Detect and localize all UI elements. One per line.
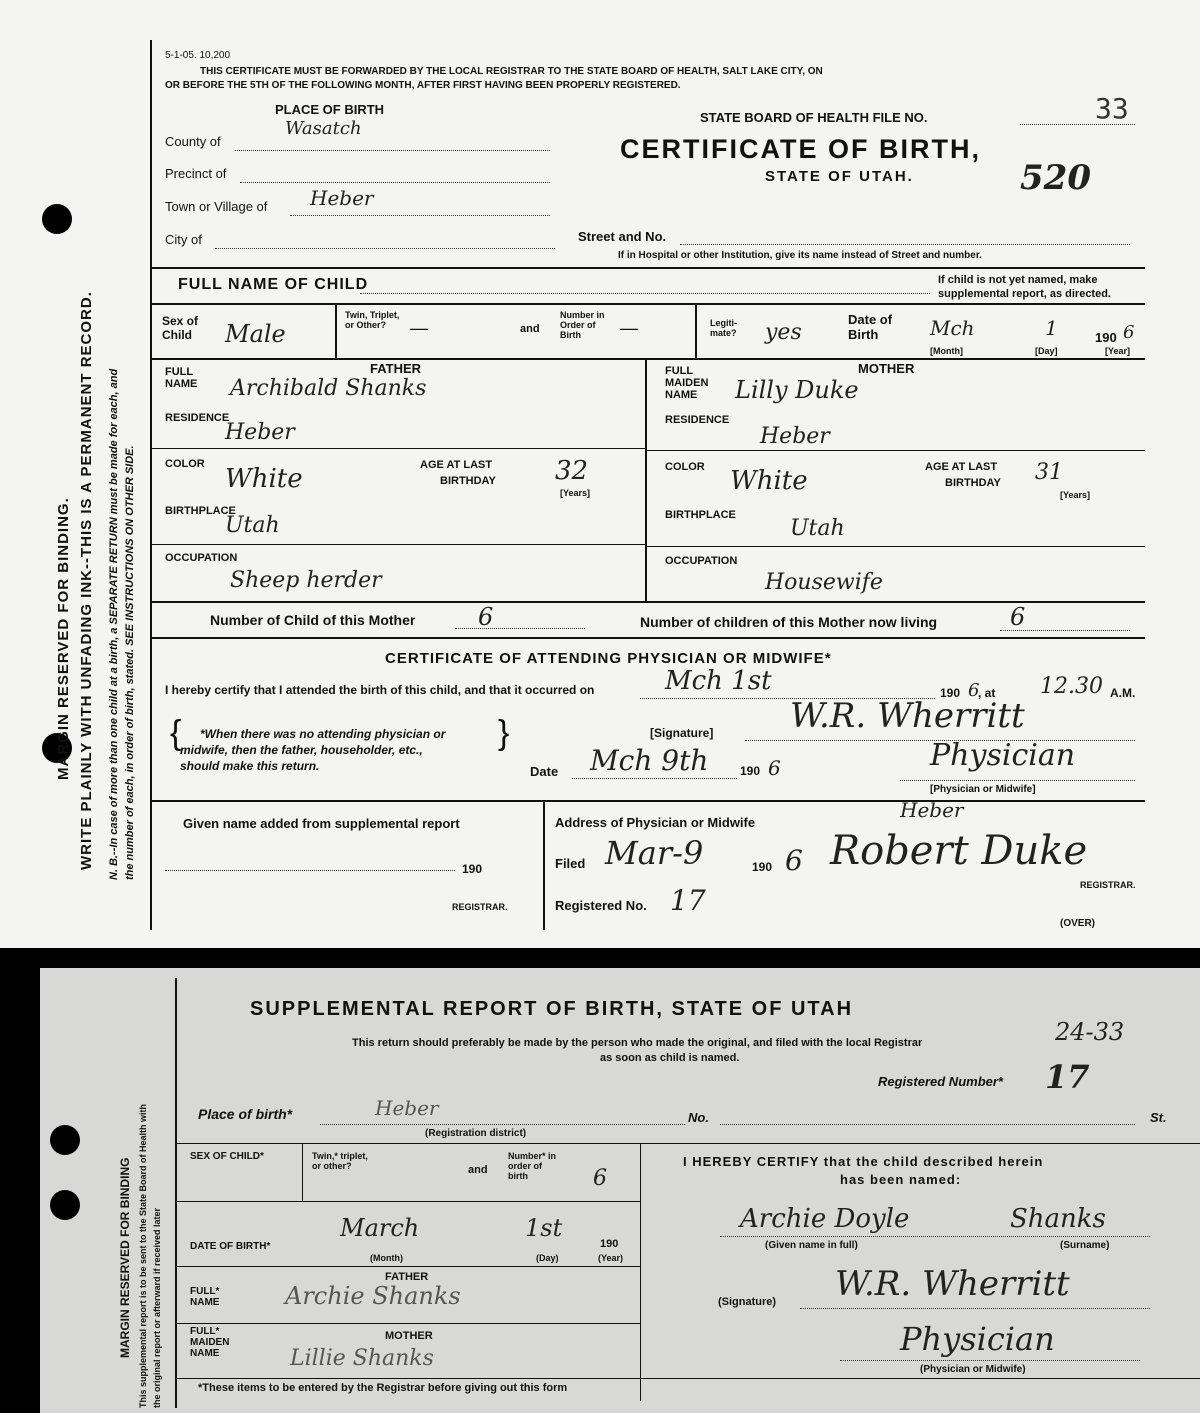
supplemental-year: 190 bbox=[462, 862, 483, 876]
living-label: Number of children of this Mother now living bbox=[640, 614, 938, 630]
supp-street-line bbox=[720, 1124, 1135, 1125]
registered-value: 17 bbox=[670, 884, 706, 917]
mother-name: Lilly Duke bbox=[735, 376, 859, 404]
registrar-label: REGISTRAR. bbox=[1080, 880, 1136, 890]
supp-mother-label: FULL* MAIDEN NAME bbox=[190, 1326, 230, 1359]
father-birthday-label: BIRTHDAY bbox=[440, 475, 496, 487]
twin-label: Twin, Triplet, or Other? bbox=[345, 310, 400, 330]
certificate-title: CERTIFICATE OF BIRTH, bbox=[620, 134, 981, 164]
filed-date: Mar-9 bbox=[605, 834, 704, 872]
note-line-2: midwife, then the father, householder, etc., bbox=[180, 743, 423, 757]
dob-day: 1 bbox=[1045, 316, 1058, 340]
supp-father-label: FULL* NAME bbox=[190, 1286, 220, 1308]
full-name-label: FULL NAME OF CHILD bbox=[178, 276, 369, 293]
mother-occupation: Housewife bbox=[765, 570, 883, 595]
day-caption: [Day] bbox=[1035, 346, 1058, 356]
note-line-1: *When there was no attending physician or bbox=[200, 727, 446, 741]
birth-time: 12.30 bbox=[1040, 674, 1103, 699]
supp-physician-line bbox=[840, 1360, 1140, 1361]
mother-age-label: AGE AT LAST bbox=[925, 461, 998, 473]
father-name: Archibald Shanks bbox=[230, 376, 427, 401]
place-of-birth-heading: PLACE OF BIRTH bbox=[275, 102, 385, 117]
file-no-label: STATE BOARD OF HEALTH FILE NO. bbox=[700, 110, 928, 125]
child-number-line bbox=[455, 628, 585, 629]
supp-reg-number: 17 bbox=[1045, 1058, 1090, 1096]
mother-age: 31 bbox=[1035, 460, 1063, 485]
supp-number-label: Number* in order of birth bbox=[508, 1151, 557, 1181]
address-value: Heber bbox=[900, 798, 964, 822]
physician-title-line bbox=[900, 780, 1135, 781]
twin-value: — bbox=[410, 318, 428, 338]
signature-label: [Signature] bbox=[650, 726, 714, 740]
nb-line-1: N. B.--In case of more than one child at a birth, a SEPARATE RETURN must be made for each, and bbox=[108, 368, 120, 880]
supp-intro-1: This return should preferably be made by the person who made the original, and filed with the local Registrar bbox=[352, 1037, 923, 1049]
order-value: — bbox=[620, 318, 638, 338]
registered-label: Registered No. bbox=[555, 898, 647, 913]
father-years-caption: [Years] bbox=[560, 488, 591, 498]
precinct-line bbox=[240, 182, 550, 183]
supp-place-value: Heber bbox=[375, 1096, 439, 1120]
father-name-label: FULL NAME bbox=[165, 366, 198, 390]
left-border bbox=[150, 40, 152, 930]
father-heading: FATHER bbox=[370, 361, 422, 376]
full-name-line bbox=[360, 293, 930, 294]
supp-name-line bbox=[720, 1236, 1150, 1237]
supp-year-caption: (Year) bbox=[598, 1253, 624, 1263]
supp-place-label: Place of birth* bbox=[198, 1106, 293, 1122]
sex-value: Male bbox=[225, 320, 286, 348]
mother-years-caption: [Years] bbox=[1060, 490, 1091, 500]
supp-mother-name: Lillie Shanks bbox=[290, 1346, 434, 1371]
supp-father-name: Archie Shanks bbox=[285, 1282, 461, 1310]
supplemental-report bbox=[40, 968, 1200, 1413]
mother-heading: MOTHER bbox=[858, 361, 915, 376]
supp-no-label: No. bbox=[688, 1110, 709, 1125]
mother-occupation-label: OCCUPATION bbox=[665, 555, 738, 567]
supp-surname: Shanks bbox=[1010, 1204, 1106, 1234]
father-residence: Heber bbox=[225, 420, 295, 445]
rule bbox=[175, 1323, 640, 1324]
not-named-note-2: supplemental report, as directed. bbox=[938, 288, 1111, 300]
certify-year-prefix: 190 bbox=[940, 686, 961, 700]
town-line bbox=[290, 215, 550, 216]
supp-mother-heading: MOTHER bbox=[385, 1330, 433, 1342]
father-residence-label: RESIDENCE bbox=[165, 412, 230, 424]
mother-color: White bbox=[730, 466, 808, 496]
rule bbox=[150, 544, 645, 545]
supp-given-name: Archie Doyle bbox=[740, 1204, 910, 1234]
address-label: Address of Physician or Midwife bbox=[555, 815, 756, 830]
binding-hole bbox=[50, 1125, 80, 1155]
supp-dob-day: 1st bbox=[525, 1214, 563, 1242]
dob-month: Mch bbox=[930, 316, 975, 340]
bottom-divider bbox=[543, 800, 545, 930]
supp-twin-label: Twin,* triplet, or other? bbox=[312, 1151, 368, 1171]
form-number: 5-1-05. 10,200 bbox=[165, 50, 231, 61]
county-value: Wasatch bbox=[285, 118, 362, 139]
filed-year: 6 bbox=[785, 844, 803, 877]
physician-caption: [Physician or Midwife] bbox=[930, 784, 1036, 795]
rule bbox=[175, 1266, 640, 1267]
month-caption: [Month] bbox=[930, 346, 963, 356]
binding-hole bbox=[42, 204, 72, 234]
year-caption: [Year] bbox=[1105, 346, 1131, 356]
note-brace-right: } bbox=[498, 714, 510, 752]
supp-surname-caption: (Surname) bbox=[1060, 1240, 1110, 1251]
handwritten-number: 520 bbox=[1020, 158, 1091, 198]
filed-year-prefix: 190 bbox=[752, 860, 773, 874]
child-number-label: Number of Child of this Mother bbox=[210, 612, 416, 628]
certificate-subtitle: STATE OF UTAH. bbox=[765, 168, 914, 185]
over-note: (OVER) bbox=[1060, 918, 1095, 929]
supplemental-label: Given name added from supplemental report bbox=[183, 816, 460, 831]
father-occupation-label: OCCUPATION bbox=[165, 552, 238, 564]
cell-divider bbox=[302, 1143, 303, 1201]
rule bbox=[175, 1378, 1200, 1379]
father-birthplace-label: BIRTHPLACE bbox=[165, 505, 236, 517]
county-label: County of bbox=[165, 134, 221, 149]
supp-dob-label: DATE OF BIRTH* bbox=[190, 1241, 271, 1252]
rule bbox=[150, 267, 1145, 269]
mother-birthplace: Utah bbox=[790, 516, 845, 541]
father-age-label: AGE AT LAST bbox=[420, 459, 493, 471]
supp-physician-caption: (Physician or Midwife) bbox=[920, 1364, 1026, 1375]
supp-footnote: *These items to be entered by the Registrar before giving out this form bbox=[198, 1382, 568, 1394]
father-color-label: COLOR bbox=[165, 458, 205, 470]
sex-label: Sex of Child bbox=[162, 314, 199, 342]
mother-birthday-label: BIRTHDAY bbox=[945, 477, 1001, 489]
supp-signature: W.R. Wherritt bbox=[835, 1264, 1070, 1304]
notice-line-2: OR BEFORE THE 5TH OF THE FOLLOWING MONTH, AFTER FIRST HAVING BEEN PROPERLY REGISTERED. bbox=[165, 80, 681, 91]
filed-label: Filed bbox=[555, 856, 586, 871]
supp-physician: Physician bbox=[900, 1320, 1055, 1358]
certify-year: 6 bbox=[968, 680, 980, 701]
physician-heading: CERTIFICATE OF ATTENDING PHYSICIAN OR MIDWIFE* bbox=[385, 650, 832, 667]
supp-margin-note-2: the original report or afterward if received later bbox=[152, 1207, 162, 1408]
rule bbox=[150, 358, 1145, 360]
legitimate-value: yes bbox=[765, 320, 802, 345]
physician-signature: W.R. Wherritt bbox=[790, 696, 1025, 736]
supp-margin-note-1: This supplemental report is to be sent to the State Board of Health with bbox=[138, 1103, 148, 1408]
order-label: Number in Order of Birth bbox=[560, 310, 605, 340]
supp-reg-number-label: Registered Number* bbox=[878, 1074, 1003, 1089]
date-year: 6 bbox=[768, 756, 781, 780]
supp-hand-number: 24-33 bbox=[1055, 1018, 1125, 1046]
mother-name-label: FULL MAIDEN NAME bbox=[665, 365, 709, 401]
supp-title: SUPPLEMENTAL REPORT OF BIRTH, STATE OF UTAH bbox=[250, 998, 854, 1020]
dob-year-prefix: 190 bbox=[1095, 330, 1117, 345]
rule bbox=[150, 637, 1145, 639]
father-birthplace: Utah bbox=[225, 513, 280, 538]
certify-text: I hereby certify that I attended the birth of this child, and that it occurred on bbox=[165, 683, 595, 697]
margin-ink-notice: WRITE PLAINLY WITH UNFADING INK--THIS IS A PERMANENT RECORD. bbox=[78, 291, 95, 870]
supp-st-label: St. bbox=[1150, 1110, 1167, 1125]
dob-year: 6 bbox=[1123, 322, 1135, 343]
supp-district-caption: (Registration district) bbox=[425, 1128, 527, 1139]
nb-line-2: the number of each, in order of birth, stated. SEE INSTRUCTIONS ON OTHER SIDE. bbox=[124, 445, 136, 880]
supp-margin-binding: MARGIN RESERVED FOR BINDING bbox=[118, 1157, 132, 1358]
precinct-label: Precinct of bbox=[165, 166, 227, 181]
supp-number-value: 6 bbox=[593, 1166, 607, 1191]
county-line bbox=[235, 150, 550, 151]
legitimate-label: Legiti-mate? bbox=[710, 318, 737, 338]
supplemental-registrar: REGISTRAR. bbox=[452, 902, 508, 912]
supp-dob-month: March bbox=[340, 1214, 420, 1242]
rule bbox=[175, 1143, 1200, 1144]
cell-divider bbox=[335, 303, 337, 358]
file-no-value: 33 bbox=[1095, 92, 1129, 125]
am-label: A.M. bbox=[1110, 686, 1136, 700]
mother-residence-label: RESIDENCE bbox=[665, 414, 730, 426]
at-label: , at bbox=[978, 686, 996, 700]
supp-and-label: and bbox=[468, 1164, 488, 1176]
cell-divider bbox=[695, 303, 697, 358]
supp-father-heading: FATHER bbox=[385, 1271, 429, 1283]
supplemental-line bbox=[165, 870, 455, 871]
mother-birthplace-label: BIRTHPLACE bbox=[665, 509, 736, 521]
mother-residence: Heber bbox=[760, 424, 830, 449]
supp-signature-line bbox=[800, 1308, 1150, 1309]
father-occupation: Sheep herder bbox=[230, 568, 382, 593]
date-line bbox=[572, 778, 737, 779]
date-value: Mch 9th bbox=[590, 744, 709, 777]
rule bbox=[150, 800, 1145, 802]
supp-place-line bbox=[320, 1124, 685, 1125]
notice-line-1: THIS CERTIFICATE MUST BE FORWARDED BY THE LOCAL REGISTRAR TO THE STATE BOARD OF HEALTH, SALT LAKE CITY, ON bbox=[200, 66, 823, 77]
margin-binding-notice: MARGIN RESERVED FOR BINDING. bbox=[55, 497, 72, 780]
supp-month-caption: (Month) bbox=[370, 1253, 403, 1263]
supp-divider bbox=[640, 1143, 641, 1401]
date-label: Date bbox=[530, 764, 559, 779]
rule bbox=[175, 1201, 640, 1202]
supp-left-border bbox=[175, 978, 177, 1408]
town-label: Town or Village of bbox=[165, 199, 268, 214]
rule bbox=[150, 601, 1145, 603]
supp-dob-year: 190 bbox=[600, 1238, 619, 1250]
note-brace-left: { bbox=[170, 714, 182, 752]
child-number-value: 6 bbox=[478, 603, 494, 631]
supp-sex-label: SEX OF CHILD* bbox=[190, 1151, 264, 1162]
rule bbox=[150, 303, 1145, 305]
binding-hole bbox=[50, 1190, 80, 1220]
rule bbox=[645, 450, 1145, 451]
supp-intro-2: as soon as child is named. bbox=[600, 1052, 740, 1064]
parent-divider bbox=[645, 358, 647, 601]
date-year-prefix: 190 bbox=[740, 764, 761, 778]
not-named-note-1: If child is not yet named, make bbox=[938, 274, 1098, 286]
note-line-3: should make this return. bbox=[180, 759, 320, 773]
rule bbox=[150, 448, 645, 449]
registrar-signature: Robert Duke bbox=[830, 828, 1088, 874]
street-label: Street and No. bbox=[578, 229, 667, 244]
supp-certify-2: has been named: bbox=[840, 1172, 962, 1187]
supp-signature-label: (Signature) bbox=[718, 1296, 777, 1308]
certify-date: Mch 1st bbox=[665, 666, 772, 696]
mother-color-label: COLOR bbox=[665, 461, 705, 473]
father-color: White bbox=[225, 464, 303, 494]
and-label: and bbox=[520, 323, 540, 335]
city-line bbox=[215, 248, 555, 249]
dob-label: Date of Birth bbox=[848, 312, 893, 342]
living-value: 6 bbox=[1010, 603, 1026, 631]
rule bbox=[645, 546, 1145, 547]
street-line bbox=[680, 244, 1130, 245]
town-value: Heber bbox=[310, 186, 374, 210]
supp-given-caption: (Given name in full) bbox=[765, 1240, 858, 1251]
father-age: 32 bbox=[555, 456, 589, 486]
hospital-note: If in Hospital or other Institution, give its name instead of Street and number. bbox=[618, 250, 982, 261]
supp-certify-1: I HEREBY CERTIFY that the child described herein bbox=[683, 1154, 1044, 1169]
city-label: City of bbox=[165, 232, 202, 247]
supp-day-caption: (Day) bbox=[536, 1253, 559, 1263]
physician-title: Physician bbox=[930, 738, 1076, 773]
